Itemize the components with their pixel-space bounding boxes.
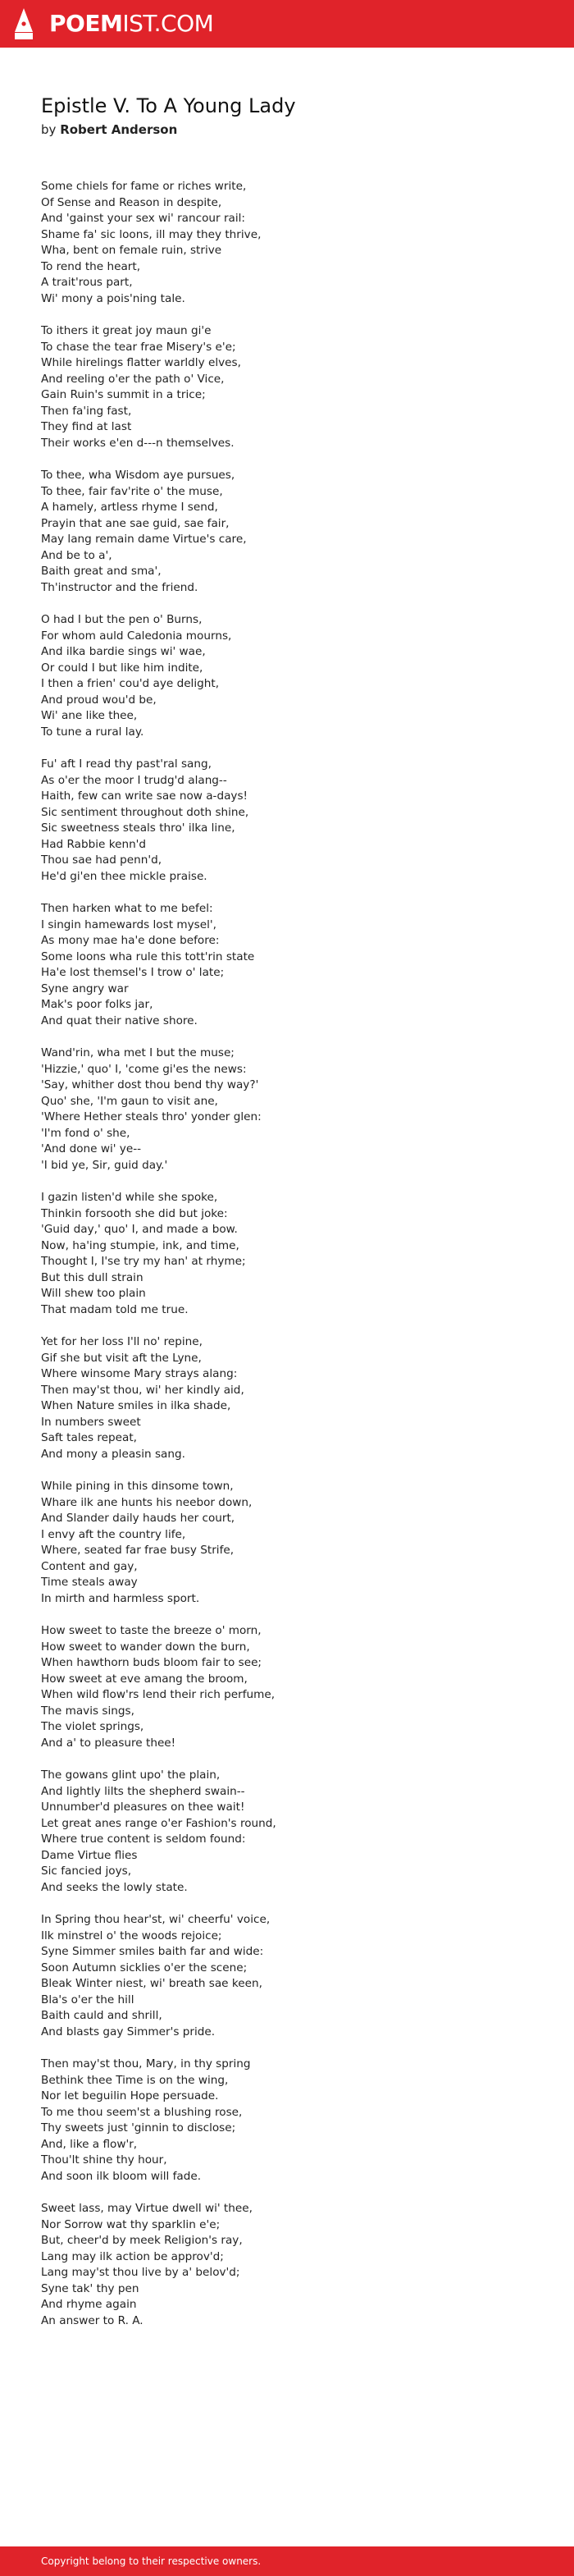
poem-line: To ithers it great joy maun gi'e	[41, 324, 212, 337]
stanza	[41, 1912, 533, 2040]
poem-line: And proud wou'd be,	[41, 693, 157, 707]
site-logo[interactable]	[49, 10, 213, 38]
stanza	[41, 1479, 533, 1607]
poem-line: Shame fa' sic loons, ill may they thrive,	[41, 227, 262, 241]
site-header	[0, 0, 574, 48]
poem-line: A hamely, artless rhyme I send,	[41, 501, 218, 514]
poem-line: Thou'lt shine thy hour,	[41, 2153, 167, 2166]
poem-line: I singin hamewards lost mysel',	[41, 917, 216, 931]
poem-body	[41, 179, 533, 2345]
poem-line: To thee, wha Wisdom aye pursues,	[41, 469, 235, 482]
poem-line: 'Where Hether steals thro' yonder glen:	[41, 1110, 262, 1123]
poem-line: Thought I, I'se try my han' at rhyme;	[41, 1255, 246, 1268]
poem-line: Ha'e lost themsel's I trow o' late;	[41, 966, 225, 979]
poem-line: Baith cauld and shrill,	[41, 2009, 162, 2022]
stanza	[41, 757, 533, 885]
poem-line: In Spring thou hear'st, wi' cheerfu' voice,	[41, 1913, 271, 1926]
poem-line: Where winsome Mary strays alang:	[41, 1367, 238, 1380]
poem-line: Gain Ruin's summit in a trice;	[41, 388, 206, 401]
poem-line: Mak's poor folks jar,	[41, 998, 153, 1011]
poem-line: When Nature smiles in ilka shade,	[41, 1399, 231, 1412]
by-label: by	[41, 122, 57, 137]
poem-line: Wand'rin, wha met I but the muse;	[41, 1046, 235, 1059]
poem-line: Some loons wha rule this tott'rin state	[41, 949, 255, 963]
quill-pen-icon[interactable]	[13, 7, 34, 40]
poem-line: In numbers sweet	[41, 1415, 141, 1429]
poem-line: Bleak Winter niest, wi' breath sae keen,	[41, 1977, 262, 1990]
logo-bold-text: POEM	[49, 10, 123, 37]
poem-line: A trait'rous part,	[41, 276, 133, 289]
poem-line: And reeling o'er the path o' Vice,	[41, 372, 225, 386]
poem-line: 'Say, whither dost thou bend thy way?'	[41, 1078, 259, 1091]
poem-line: And soon ilk bloom will fade.	[41, 2169, 202, 2183]
poem-line: While hirelings flatter warldly elves,	[41, 356, 241, 369]
poem-line: Ilk minstrel o' the woods rejoice;	[41, 1929, 222, 1942]
poem-line: And be to a',	[41, 548, 112, 562]
poem-line: And ilka bardie sings wi' wae,	[41, 645, 206, 658]
stanza	[41, 1045, 533, 1174]
stanza	[41, 1334, 533, 1462]
poem-line: Unnumber'd pleasures on thee wait!	[41, 1800, 245, 1814]
poem-line: Quo' she, 'I'm gaun to visit ane,	[41, 1094, 218, 1108]
poem-line: Thou sae had penn'd,	[41, 853, 162, 867]
poem-line: Haith, few can write sae now a-days!	[41, 789, 248, 803]
poem-line: May lang remain dame Virtue's care,	[41, 533, 247, 546]
poem-line: Prayin that ane sae guid, sae fair,	[41, 516, 230, 530]
poem-line: Then may'st thou, wi' her kindly aid,	[41, 1383, 244, 1397]
poem-line: He'd gi'en thee mickle praise.	[41, 869, 207, 883]
poem-line: And blasts gay Simmer's pride.	[41, 2025, 216, 2038]
poem-line: And, like a flow'r,	[41, 2137, 138, 2151]
poem-line: Of Sense and Reason in despite,	[41, 195, 222, 209]
poem-line: Then harken what to me befel:	[41, 902, 213, 915]
poem-line: Where true content is seldom found:	[41, 1832, 246, 1846]
poem-line: O had I but the pen o' Burns,	[41, 613, 203, 626]
byline	[41, 121, 177, 138]
poem-line: 'Guid day,' quo' I, and made a bow.	[41, 1223, 238, 1236]
poem-line: To thee, fair fav'rite o' the muse,	[41, 484, 223, 498]
poem-line: While pining in this dinsome town,	[41, 1480, 234, 1493]
stanza	[41, 2057, 533, 2185]
poem-line: 'And done wi' ye--	[41, 1142, 142, 1155]
poem-line: Then may'st thou, Mary, in thy spring	[41, 2057, 251, 2070]
poem-line: And a' to pleasure thee!	[41, 1736, 176, 1750]
poem-line: Wha, bent on female ruin, strive	[41, 244, 222, 257]
stanza	[41, 1190, 533, 1318]
poem-line: And Slander daily hauds her court,	[41, 1512, 235, 1525]
poem-line: And quat their native shore.	[41, 1013, 198, 1027]
stanza	[41, 1768, 533, 1896]
poem-line: Syne angry war	[41, 981, 129, 995]
poem-line: Nor let beguilin Hope persuade.	[41, 2089, 219, 2102]
poem-line: How sweet to taste the breeze o' morn,	[41, 1624, 262, 1637]
poem-line: Lang may ilk action be approv'd;	[41, 2249, 224, 2263]
poem-line: Sic fancied joys,	[41, 1865, 132, 1878]
poem-line: An answer to R. A.	[41, 2313, 144, 2327]
poem-line: To chase the tear frae Misery's e'e;	[41, 340, 236, 354]
poem-line: Their works e'en d---n themselves.	[41, 436, 235, 450]
poem-line: As o'er the moor I trudg'd alang--	[41, 773, 227, 787]
poem-line: For whom auld Caledonia mourns,	[41, 629, 232, 643]
poem-line: Then fa'ing fast,	[41, 404, 132, 418]
poem-line: In mirth and harmless sport.	[41, 1591, 200, 1605]
poem-line: Gif she but visit aft the Lyne,	[41, 1351, 202, 1365]
poem-line: Will shew too plain	[41, 1287, 146, 1300]
poem-line: Time steals away	[41, 1576, 138, 1589]
poem-line: 'Hizzie,' quo' I, 'come gi'es the news:	[41, 1062, 247, 1076]
poem-line: To me thou seem'st a blushing rose,	[41, 2105, 243, 2119]
poem-line: And lightly lilts the shepherd swain--	[41, 1784, 245, 1798]
stanza	[41, 2201, 533, 2329]
poem-line: I envy aft the country life,	[41, 1527, 186, 1541]
poem-line: Saft tales repeat,	[41, 1431, 137, 1444]
poem-line: And mony a pleasin sang.	[41, 1447, 185, 1461]
poem-line: And 'gainst your sex wi' rancour rail:	[41, 212, 246, 225]
poem-line: How sweet to wander down the burn,	[41, 1640, 250, 1654]
site-footer	[0, 2546, 574, 2576]
poem-line: To tune a rural lay.	[41, 725, 144, 739]
poem-line: And rhyme again	[41, 2298, 137, 2311]
poem-line: Some chiels for fame or riches write,	[41, 180, 247, 193]
poem-line: Dame Virtue flies	[41, 1848, 138, 1862]
poem-line: How sweet at eve amang the broom,	[41, 1672, 248, 1686]
poem-line: Th'instructor and the friend.	[41, 580, 198, 594]
poem-line: Lang may'st thou live by a' belov'd;	[41, 2266, 240, 2279]
poem-line: When hawthorn buds bloom fair to see;	[41, 1656, 262, 1669]
poem-line: Syne tak' thy pen	[41, 2281, 139, 2295]
poem-line: And seeks the lowly state.	[41, 1880, 188, 1894]
poem-line: Sic sentiment throughout doth shine,	[41, 805, 249, 819]
poem-line: Syne Simmer smiles baith far and wide:	[41, 1945, 264, 1958]
poem-line: 'I'm fond o' she,	[41, 1126, 130, 1140]
poem-line: Fu' aft I read thy past'ral sang,	[41, 757, 212, 771]
poem-line: But, cheer'd by meek Religion's ray,	[41, 2234, 243, 2247]
poem-line: Wi' ane like thee,	[41, 709, 138, 722]
poem-line: To rend the heart,	[41, 259, 141, 273]
poem-line: But this dull strain	[41, 1270, 144, 1284]
poem-line: Thy sweets just 'ginnin to disclose;	[41, 2121, 236, 2134]
poem-line: Thinkin forsooth she did but joke:	[41, 1206, 228, 1220]
poem-line: Whare ilk ane hunts his neebor down,	[41, 1495, 253, 1509]
stanza	[41, 179, 533, 307]
poem-line: Content and gay,	[41, 1559, 138, 1573]
poem-line: The gowans glint upo' the plain,	[41, 1768, 221, 1782]
poem-line: As mony mae ha'e done before:	[41, 934, 220, 947]
poem-line: Now, ha'ing stumpie, ink, and time,	[41, 1238, 239, 1252]
poem-line: I gazin listen'd while she spoke,	[41, 1191, 218, 1204]
stanza	[41, 901, 533, 1029]
poem-line: The violet springs,	[41, 1720, 144, 1733]
stanza	[41, 323, 533, 451]
poem-line: Or could I but like him indite,	[41, 661, 203, 675]
poem-line: That madam told me true.	[41, 1302, 189, 1316]
poem-line: Where, seated far frae busy Strife,	[41, 1544, 235, 1557]
poem-line: Baith great and sma',	[41, 565, 162, 578]
poem-title: Epistle V. To A Young Lady	[41, 94, 296, 117]
poem-line: Nor Sorrow wat thy sparklin e'e;	[41, 2217, 221, 2231]
copyright-text: Copyright belong to their respective owners.	[41, 2555, 262, 2567]
poem-line: 'I bid ye, Sir, guid day.'	[41, 1158, 168, 1172]
poem-line: Let great anes range o'er Fashion's round,	[41, 1816, 276, 1830]
logo-light-text: IST.COM	[122, 10, 214, 37]
stanza	[41, 612, 533, 740]
author-link[interactable]: Robert Anderson	[60, 122, 178, 137]
stanza	[41, 468, 533, 596]
poem-line: I then a frien' cou'd aye delight,	[41, 677, 220, 690]
poem-line: Yet for her loss I'll no' repine,	[41, 1335, 203, 1348]
poem-line: The mavis sings,	[41, 1704, 134, 1718]
poem-line: Wi' mony a pois'ning tale.	[41, 291, 185, 305]
poem-line: When wild flow'rs lend their rich perfume,	[41, 1688, 276, 1701]
poem-line: Had Rabbie kenn'd	[41, 837, 147, 851]
poem-line: They find at last	[41, 420, 132, 433]
poem-line: Sweet lass, may Virtue dwell wi' thee,	[41, 2202, 253, 2215]
stanza	[41, 1623, 533, 1751]
poem-line: Soon Autumn sicklies o'er the scene;	[41, 1961, 248, 1974]
poem-line: Sic sweetness steals thro' ilka line,	[41, 821, 235, 835]
poem-line: Bethink thee Time is on the wing,	[41, 2073, 229, 2087]
poem-line: Bla's o'er the hill	[41, 1993, 134, 2006]
